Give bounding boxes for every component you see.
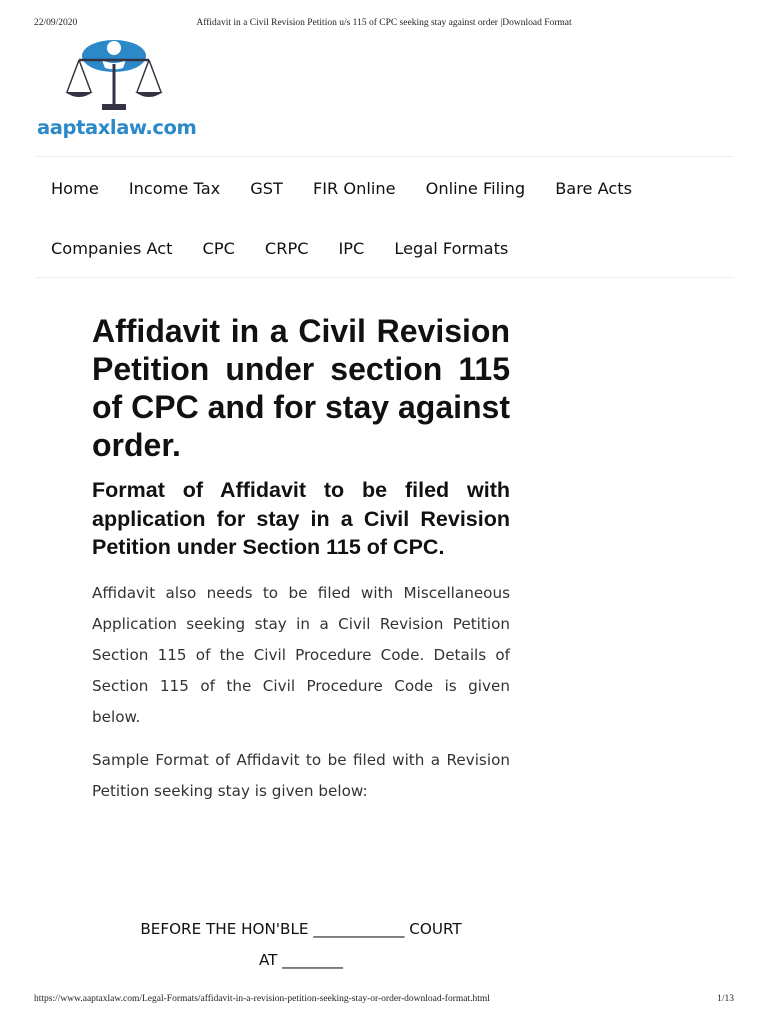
nav-link-legal-formats[interactable]: Legal Formats xyxy=(394,238,509,258)
affidavit-format-heading xyxy=(92,914,510,976)
print-page-title: Affidavit in a Civil Revision Petition u/s 115 of CPC seeking stay against order |Download Format xyxy=(196,18,572,28)
nav-link-gst[interactable]: GST xyxy=(250,178,283,198)
print-footer xyxy=(0,994,768,1006)
article-title: Affidavit in a Civil Revision Petition under section 115 of CPC and for stay against order. xyxy=(92,313,510,463)
print-page-number: 1/13 xyxy=(717,994,734,1004)
article-content xyxy=(92,312,510,819)
scales-of-justice-icon xyxy=(55,36,173,112)
nav-link-online-filing[interactable]: Online Filing xyxy=(425,178,526,198)
nav-row-2 xyxy=(51,233,538,263)
print-date: 22/09/2020 xyxy=(34,18,78,28)
nav-row-1 xyxy=(51,173,662,203)
court-line: BEFORE THE HON'BLE ____________ COURT xyxy=(140,920,462,938)
nav-link-home[interactable]: Home xyxy=(51,178,99,198)
nav-link-ipc[interactable]: IPC xyxy=(338,238,365,258)
logo-text: aaptaxlaw.com xyxy=(37,116,197,139)
nav-link-companies-act[interactable]: Companies Act xyxy=(51,238,173,258)
nav-link-income-tax[interactable]: Income Tax xyxy=(128,178,221,198)
print-url: https://www.aaptaxlaw.com/Legal-Formats/affidavit-in-a-revision-petition-seeking-stay-or-order-download-format.html xyxy=(34,994,490,1004)
nav-link-cpc[interactable]: CPC xyxy=(202,238,235,258)
nav-link-fir-online[interactable]: FIR Online xyxy=(312,178,396,198)
nav-link-crpc[interactable]: CRPC xyxy=(264,238,309,258)
article-paragraph-1: Affidavit also needs to be filed with Miscellaneous Application seeking stay in a Civil Revision Petition Section 115 of the Civil Procedure Code. Details of Section 115 of the Civil Procedure Code is given below. xyxy=(92,583,510,726)
article-subtitle: Format of Affidavit to be filed with application for stay in a Civil Revision Petition under Section 115 of CPC. xyxy=(92,478,510,559)
article-paragraph-2: Sample Format of Affidavit to be filed with a Revision Petition seeking stay is given below: xyxy=(92,750,510,800)
nav-link-bare-acts[interactable]: Bare Acts xyxy=(555,178,633,198)
at-line: AT ________ xyxy=(258,951,344,969)
print-header xyxy=(0,18,768,30)
main-navigation xyxy=(36,156,734,278)
site-logo[interactable] xyxy=(37,36,197,140)
